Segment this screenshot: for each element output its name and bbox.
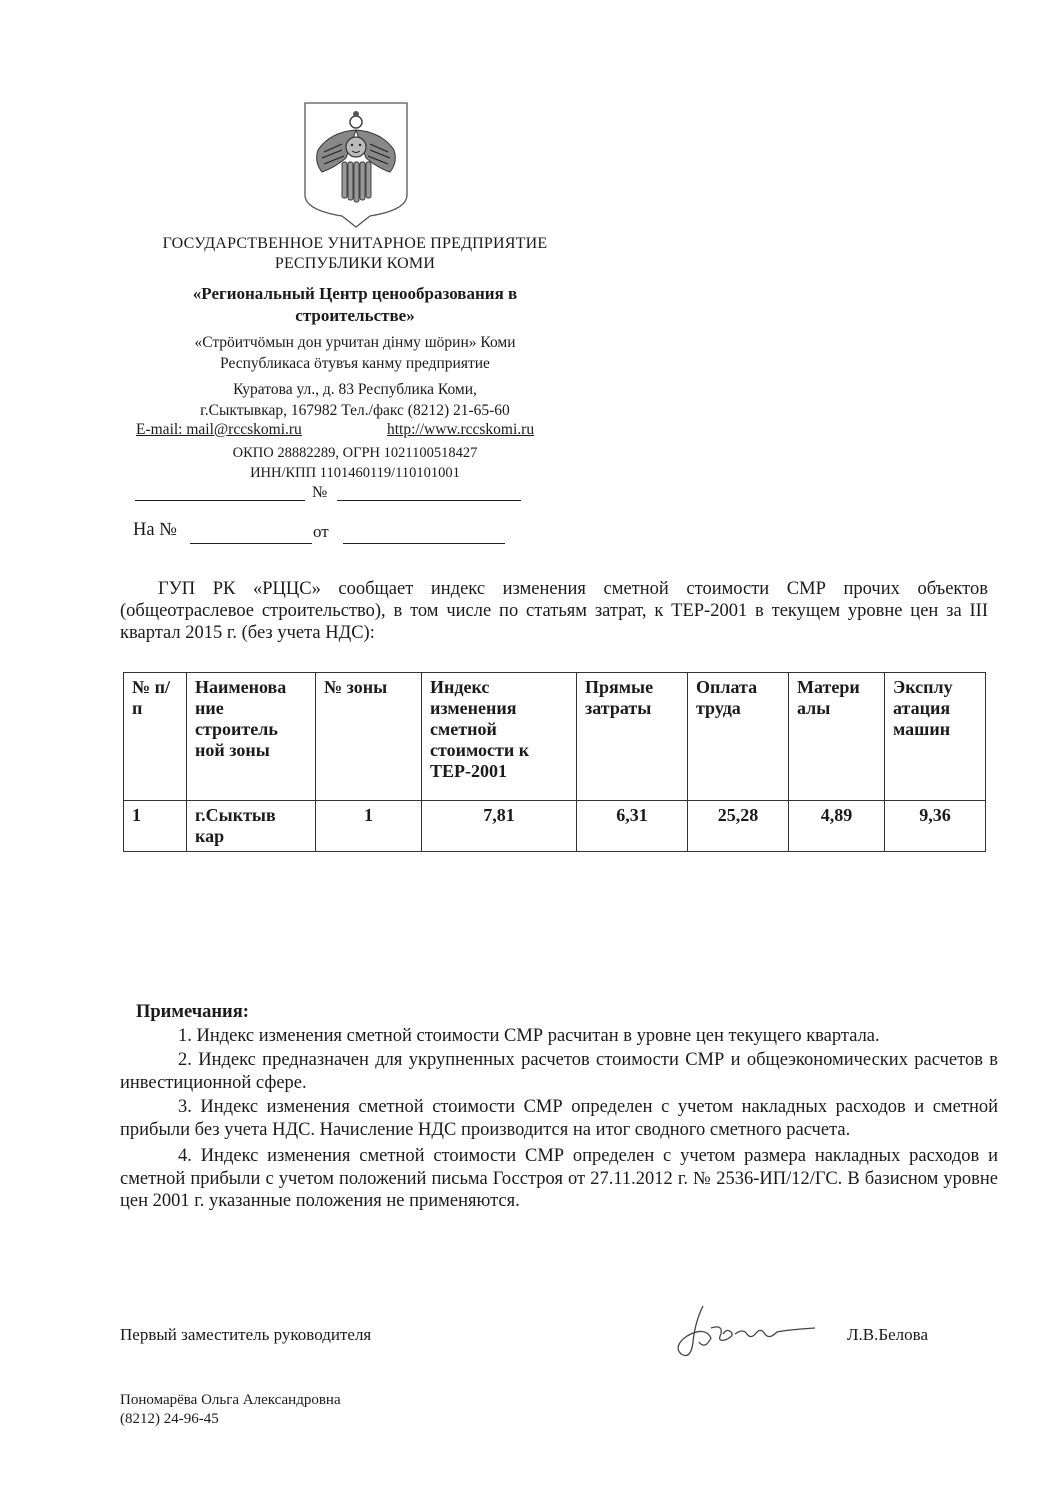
from-label: от <box>313 522 329 541</box>
header-cell-zone-no: № зоны <box>316 673 422 801</box>
org-name-line1: «Региональный Центр ценообразования в <box>192 284 518 303</box>
header-cell-materials: Матери алы <box>789 673 885 801</box>
notes-section <box>120 1001 998 1213</box>
komi-name-line1: «Стрӧитчӧмын дон урчитан дiнму шӧрин» Коми <box>194 334 516 351</box>
komi-name-line2: Республикаса ӧтувъя канму предприятие <box>220 355 490 372</box>
note-item-4: 4. Индекс изменения сметной стоимости СМР определен с учетом размера накладных расходов и сметной прибыли с учетом положений письма Госстроя от 27.11.2012 г. № 2536-ИП/12/ГС. В базисном уровне цен 2001 г. указанные положения не применяются. <box>120 1146 998 1211</box>
handwritten-signature-icon <box>665 1302 825 1362</box>
table-header-row <box>124 673 986 801</box>
website-link[interactable]: http://www.rccskomi.ru <box>387 421 535 438</box>
note-item-1: 1. Индекс изменения сметной стоимости СМР расчитан в уровне цен текущего квартала. <box>178 1025 880 1046</box>
number-blank[interactable] <box>337 500 521 501</box>
inn-kpp: ИНН/КПП 1101460119/110101001 <box>250 465 460 481</box>
reply-label: На № <box>133 520 177 540</box>
header-cell-no: № п/п <box>124 673 187 801</box>
email-link[interactable]: E-mail: mail@rccskomi.ru <box>136 421 302 438</box>
note-item-3: 3. Индекс изменения сметной стоимости СМР определен с учетом накладных расходов и сметной прибыли без учета НДС. Начисление НДС производится на итог сводного сметного расчета. <box>120 1097 998 1140</box>
header-cell-index: Индекс изменения сметной стоимости к ТЕР-2001 <box>422 673 577 801</box>
cell-index: 7,81 <box>422 801 577 852</box>
header-cell-direct-costs: Прямые затраты <box>577 673 688 801</box>
note-item-2: 2. Индекс предназначен для укрупненных расчетов стоимости СМР и общеэкономических расчетов в инвестиционной сфере. <box>120 1050 998 1093</box>
signatory-name: Л.В.Белова <box>847 1325 929 1344</box>
reply-date-blank[interactable] <box>343 543 505 544</box>
table-row <box>124 801 986 852</box>
org-type-line1: ГОСУДАРСТВЕННОЕ УНИТАРНОЕ ПРЕДПРИЯТИЕ <box>162 235 548 252</box>
cell-machines: 9,36 <box>885 801 986 852</box>
contact-phone: (8212) 24-96-45 <box>120 1411 219 1427</box>
date-blank[interactable] <box>135 500 305 501</box>
header-cell-zone-name: Наименова ние строитель ной зоны <box>187 673 316 801</box>
cell-no: 1 <box>124 801 187 852</box>
reply-number-blank[interactable] <box>190 543 312 544</box>
cell-zone-no: 1 <box>316 801 422 852</box>
notes-title: Примечания: <box>136 1002 249 1022</box>
org-name-line2: строительстве» <box>295 306 415 325</box>
header-cell-machines: Эксплу атация машин <box>885 673 986 801</box>
address-line1: Куратова ул., д. 83 Республика Коми, <box>233 381 477 398</box>
komi-coat-of-arms-icon <box>300 100 412 230</box>
org-type-line2: РЕСПУБЛИКИ КОМИ <box>274 255 436 272</box>
index-table <box>123 672 986 852</box>
cell-direct-costs: 6,31 <box>577 801 688 852</box>
contact-name: Пономарёва Ольга Александровна <box>120 1392 341 1408</box>
intro-paragraph: ГУП РК «РЦЦС» сообщает индекс изменения сметной стоимости СМР прочих объектов (общеотраслевое строительство), в том числе по статьям затрат, к ТЕР-2001 в текущем уровне цен за III квартал 2015 г. (без учета НДС): <box>120 579 988 643</box>
signatory-position: Первый заместитель руководителя <box>120 1325 372 1344</box>
cell-labor: 25,28 <box>688 801 789 852</box>
header-cell-labor: Оплата труда <box>688 673 789 801</box>
cell-materials: 4,89 <box>789 801 885 852</box>
cell-zone-name: г.Сыктыв кар <box>187 801 316 852</box>
okpo-ogrn: ОКПО 28882289, ОГРН 1021100518427 <box>232 445 478 461</box>
address-line2: г.Сыктывкар, 167982 Тел./факс (8212) 21-65-60 <box>200 402 510 419</box>
number-sign: № <box>312 484 328 501</box>
